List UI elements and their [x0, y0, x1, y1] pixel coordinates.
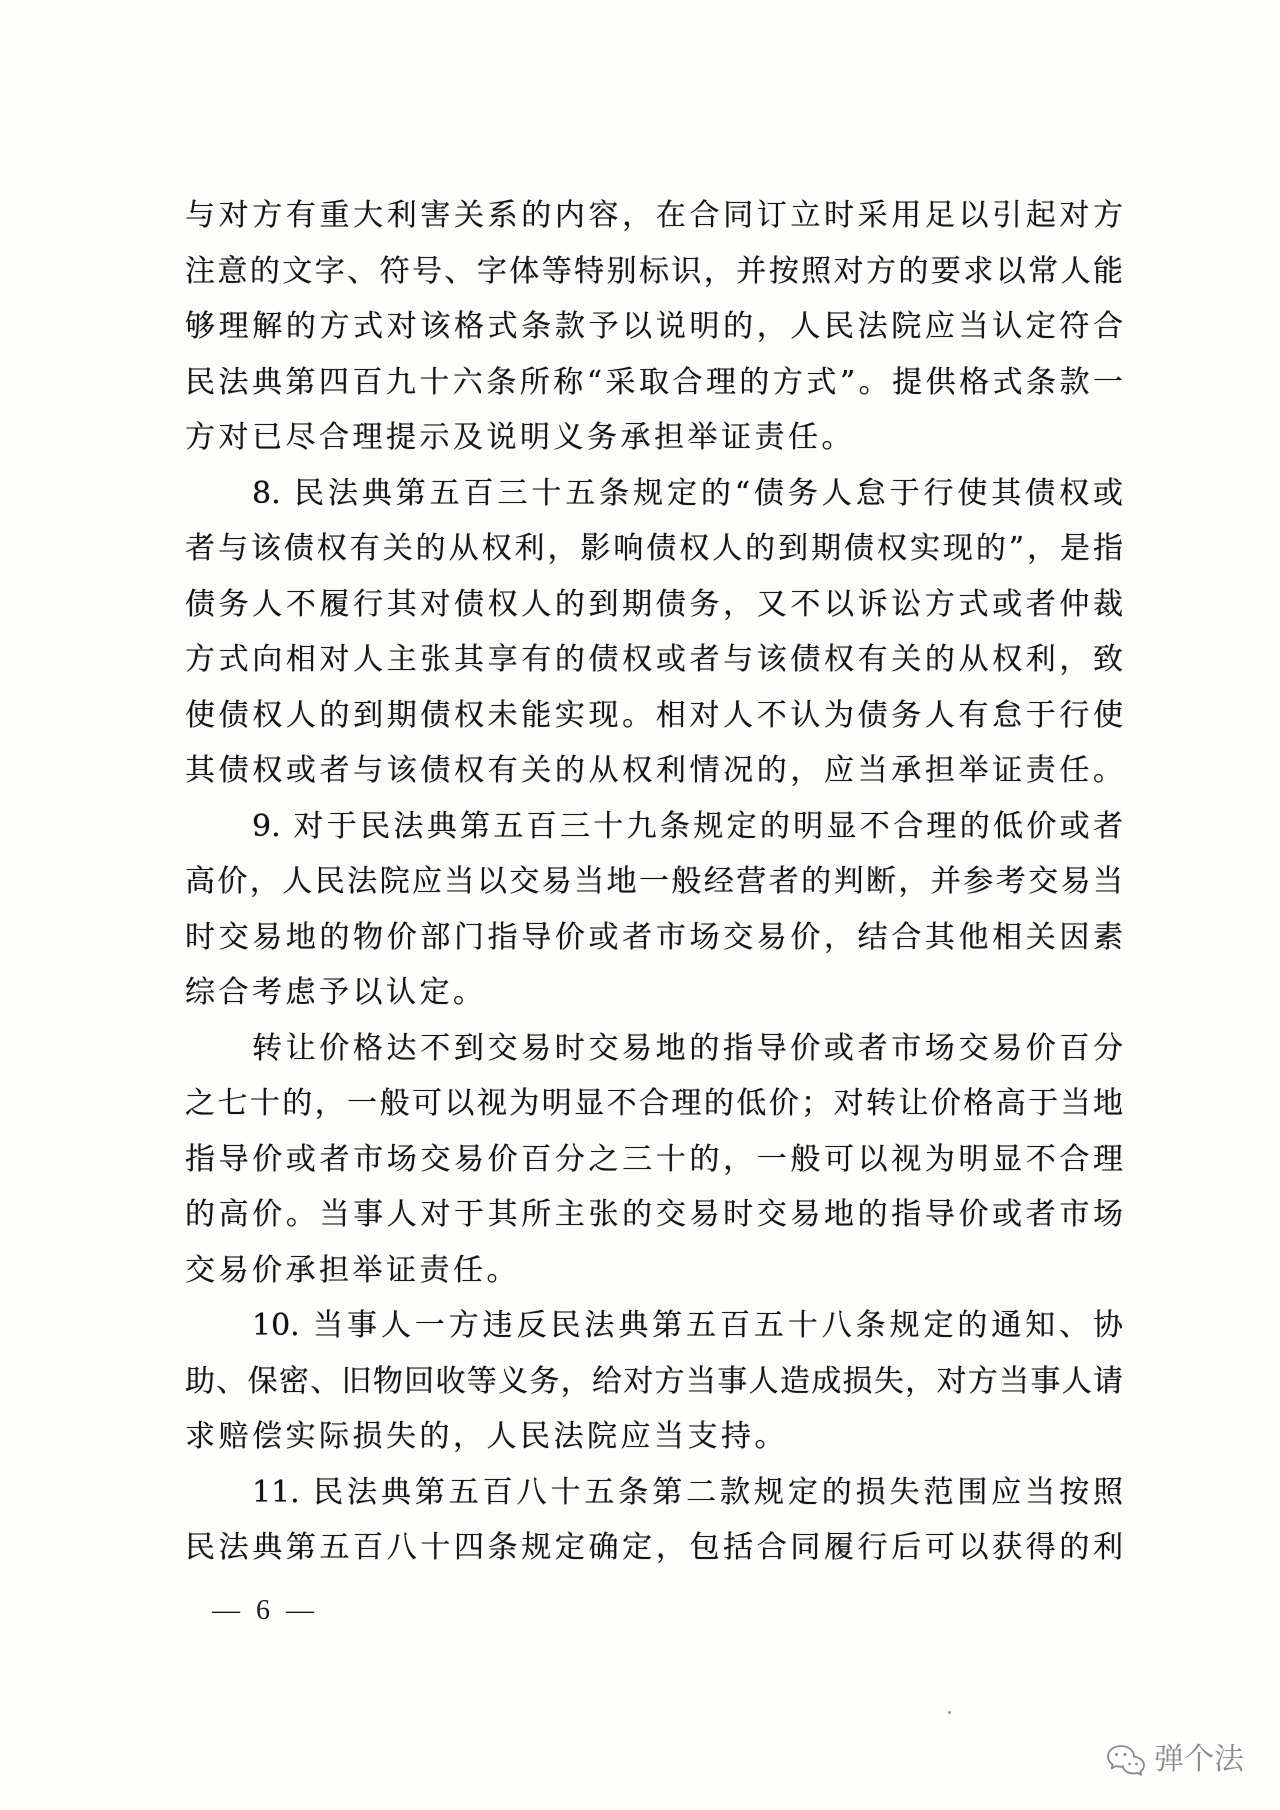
- text-line: 够理解的方式对该格式条款予以说明的，人民法院应当认定符合: [185, 309, 1123, 344]
- wechat-icon: [1106, 1743, 1146, 1777]
- text-line: 交易价承担举证责任。: [185, 1252, 520, 1288]
- paragraph-item-10: [185, 1298, 1123, 1465]
- body-text: [185, 188, 1123, 1576]
- text-line: 11. 民法典第五百八十五条第二款规定的损失范围应当按照: [252, 1474, 1123, 1510]
- page-number: — 6 —: [212, 1595, 314, 1626]
- text-line: 10. 当事人一方违反民法典第五百五十八条规定的通知、协: [252, 1308, 1123, 1343]
- text-line: 求赔偿实际损失的，人民法院应当支持。: [185, 1419, 788, 1454]
- text-line: 助、保密、旧物回收等义务，给对方当事人造成损失，对方当事人请: [185, 1363, 1123, 1399]
- text-line: 8. 民法典第五百三十五条规定的“债务人怠于行使其债权或: [252, 475, 1123, 511]
- watermark: [1106, 1740, 1244, 1780]
- text-line: 的高价。当事人对于其所主张的交易时交易地的指导价或者市场: [185, 1197, 1123, 1232]
- text-line: 注意的文字、符号、字体等特别标识，并按照对方的要求以常人能: [185, 253, 1123, 289]
- text-line: 综合考虑予以认定。: [185, 975, 487, 1010]
- paragraph-continuation: [185, 188, 1123, 466]
- paragraph-transfer-price: [185, 1021, 1123, 1299]
- text-line: 高价，人民法院应当以交易当地一般经营者的判断，并参考交易当: [185, 864, 1123, 899]
- scan-speck: [948, 1711, 951, 1714]
- text-line: 时交易地的物价部门指导价或者市场交易价，结合其他相关因素: [185, 919, 1123, 955]
- text-line: 方对已尽合理提示及说明义务承担举证责任。: [185, 420, 855, 455]
- text-line: 方式向相对人主张其享有的债权或者与该债权有关的从权利，致: [185, 642, 1123, 677]
- text-line: 民法典第五百八十四条规定确定，包括合同履行后可以获得的利: [185, 1530, 1123, 1565]
- text-line: 债务人不履行其对债权人的到期债务，又不以诉讼方式或者仲裁: [185, 586, 1123, 622]
- text-line: 其债权或者与该债权有关的从权利情况的，应当承担举证责任。: [185, 753, 1123, 788]
- text-line: 之七十的，一般可以视为明显不合理的低价；对转让价格高于当地: [185, 1086, 1123, 1121]
- paragraph-item-11: [185, 1465, 1123, 1576]
- text-line: 指导价或者市场交易价百分之三十的，一般可以视为明显不合理: [185, 1141, 1123, 1177]
- paragraph-item-8: [185, 466, 1123, 799]
- text-line: 与对方有重大利害关系的内容，在合同订立时采用足以引起对方: [185, 198, 1123, 233]
- paragraph-item-9: [185, 799, 1123, 1021]
- text-line: 者与该债权有关的从权利，影响债权人的到期债权实现的”，是指: [185, 531, 1123, 566]
- text-line: 民法典第四百九十六条所称“采取合理的方式”。提供格式条款一: [185, 364, 1123, 400]
- watermark-label: 弹个法: [1154, 1742, 1244, 1777]
- text-line: 9. 对于民法典第五百三十九条规定的明显不合理的低价或者: [252, 808, 1123, 844]
- text-line: 使债权人的到期债权未能实现。相对人不认为债务人有怠于行使: [185, 697, 1123, 733]
- text-line: 转让价格达不到交易时交易地的指导价或者市场交易价百分: [252, 1030, 1123, 1066]
